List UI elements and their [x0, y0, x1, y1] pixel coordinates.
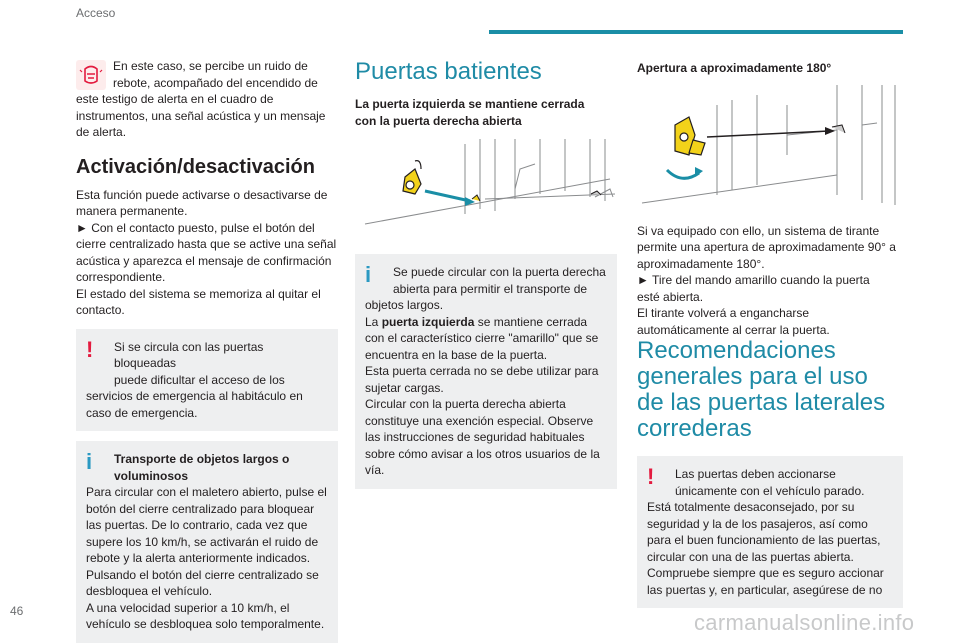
info-icon: i	[365, 262, 372, 287]
info-line: botón del cierre centralizado para bloquear	[86, 501, 315, 516]
warning-line: para el buen funcionamiento de las puertas,	[647, 533, 881, 547]
intro-paragraph	[76, 58, 338, 141]
warning-line: circular con una de las puertas abierta.	[647, 549, 854, 564]
heading-line: correderas	[637, 415, 752, 442]
info-line: sobre cómo avisar a los otros usuarios de la	[365, 446, 600, 461]
column-2	[355, 58, 617, 489]
body-line: Esta función puede activarse o desactivarse de	[76, 187, 328, 202]
column-3	[637, 58, 903, 608]
page-number: 46	[10, 604, 24, 618]
info-line: encuentra en la base de la puerta.	[365, 347, 548, 362]
heading-line: generales para el uso	[637, 363, 868, 390]
activation-body	[76, 187, 338, 319]
swing-doors-heading: Puertas batientes	[355, 58, 542, 85]
warning-line: Las puertas deben accionarse	[675, 467, 836, 481]
warning-line: las puertas y, en particular, asegúrese de no	[647, 582, 883, 597]
body-line: El estado del sistema se memoriza al quitar el	[76, 286, 321, 301]
warning-line: seguridad y la de los pasajeros, así como	[647, 516, 868, 531]
warning-icon: !	[86, 336, 94, 362]
swing-subhead-line: con la puerta derecha abierta	[355, 113, 522, 128]
warning-box	[637, 456, 903, 608]
info-line	[365, 314, 607, 331]
activation-heading: Activación/desactivación	[76, 155, 315, 178]
recommendations-heading	[637, 338, 903, 442]
info-line: vehículo se desbloquea solo temporalmente.	[86, 617, 325, 631]
left-door-latch-illustration	[355, 139, 617, 244]
info-text: se mantiene cerrada	[474, 314, 588, 329]
info-line: con el característico cierre "amarillo" que se	[365, 331, 599, 345]
info-bold-text: puerta izquierda	[381, 314, 475, 329]
info-line: desbloquea el vehículo.	[86, 584, 213, 598]
info-line: Se puede circular con la puerta derecha	[393, 265, 606, 279]
body-line: correspondiente.	[76, 270, 166, 284]
heading-line: Recomendaciones	[637, 337, 836, 364]
body-line: aproximadamente 180°.	[637, 256, 765, 271]
warning-icon: !	[647, 464, 655, 489]
intro-line-2: rebote, acompañado del encendido de	[113, 75, 318, 90]
intro-line-1: En este caso, se percibe un ruido de	[113, 59, 308, 73]
intro-line-4: instrumentos, una señal acústica y un mensaje	[76, 108, 326, 123]
body-line: automáticamente al cerrar la puerta.	[637, 322, 830, 337]
warning-line: puede dificultar el acceso de los	[114, 372, 285, 387]
door-alert-icon	[76, 60, 106, 90]
warning-line: Está totalmente desaconsejado, por su	[647, 500, 855, 514]
info-line: Esta puerta cerrada no se debe utilizar para	[365, 364, 599, 378]
info-line: Para circular con el maletero abierto, pulse el	[86, 485, 327, 499]
info-line: sujetar cargas.	[365, 380, 444, 395]
header-accent-bar	[489, 30, 903, 34]
info-line: las puertas. De lo contrario, cada vez que	[86, 518, 308, 532]
warning-line: servicios de emergencia al habitáculo en	[86, 389, 303, 403]
swing-subhead-line: La puerta izquierda se mantiene cerrada	[355, 97, 585, 111]
column-1	[76, 58, 338, 643]
body-line: cierre centralizado hasta que se active una señal	[76, 237, 337, 251]
intro-line-3: este testigo de alerta en el cuadro de	[76, 92, 274, 106]
info-line: objetos largos.	[365, 298, 444, 312]
info-line: abierta para permitir el transporte de	[393, 281, 588, 296]
footer-watermark: carmanualsonline.info	[694, 610, 915, 635]
info-line: Circular con la puerta derecha abierta	[365, 397, 566, 411]
body-line: manera permanente.	[76, 204, 188, 218]
warning-line: Compruebe siempre que es seguro accionar	[647, 566, 884, 580]
info-line: constituye una exención especial. Observe	[365, 413, 594, 428]
body-line: permite una apertura de aproximadamente 90° a	[637, 240, 896, 254]
intro-line-5: de alerta.	[76, 125, 127, 139]
body-line: ► Tire del mando amarillo cuando la puerta	[637, 273, 870, 287]
info-title-line: Transporte de objetos largos o	[114, 452, 290, 466]
info-text: La	[365, 314, 382, 329]
opening-180-subhead: Apertura a aproximadamente 180°	[637, 61, 832, 75]
heading-line: de las puertas laterales	[637, 389, 886, 416]
info-line: las instrucciones de seguridad habituales	[365, 430, 585, 444]
body-line: El tirante volverá a engancharse	[637, 306, 810, 320]
warning-box	[76, 329, 338, 432]
info-line: supere los 10 km/h, se activarán el ruido de	[86, 534, 319, 549]
body-line: Si va equipado con ello, un sistema de tirante	[637, 223, 880, 238]
info-line: vía.	[365, 463, 385, 477]
door-strap-illustration	[637, 85, 903, 213]
warning-line: únicamente con el vehículo parado.	[675, 483, 865, 498]
warning-line: caso de emergencia.	[86, 405, 198, 420]
info-box	[76, 441, 338, 643]
info-line: Pulsando el botón del cierre centralizado se	[86, 567, 319, 582]
info-line: A una velocidad superior a 10 km/h, el	[86, 600, 290, 615]
info-title-line: voluminosos	[114, 468, 189, 483]
warning-line: Si se circula con las puertas bloqueadas	[114, 339, 264, 370]
body-line: esté abierta.	[637, 289, 704, 304]
info-box	[355, 254, 617, 489]
strap-body	[637, 223, 903, 339]
info-icon: i	[86, 449, 93, 474]
body-line: acústica y aparezca el mensaje de confirmación	[76, 253, 332, 268]
section-label: Acceso	[76, 6, 116, 20]
info-line: rebote y la alerta anteriormente indicados.	[86, 551, 311, 565]
body-line: ► Con el contacto puesto, pulse el botón del	[76, 220, 315, 235]
body-line: contacto.	[76, 303, 125, 317]
